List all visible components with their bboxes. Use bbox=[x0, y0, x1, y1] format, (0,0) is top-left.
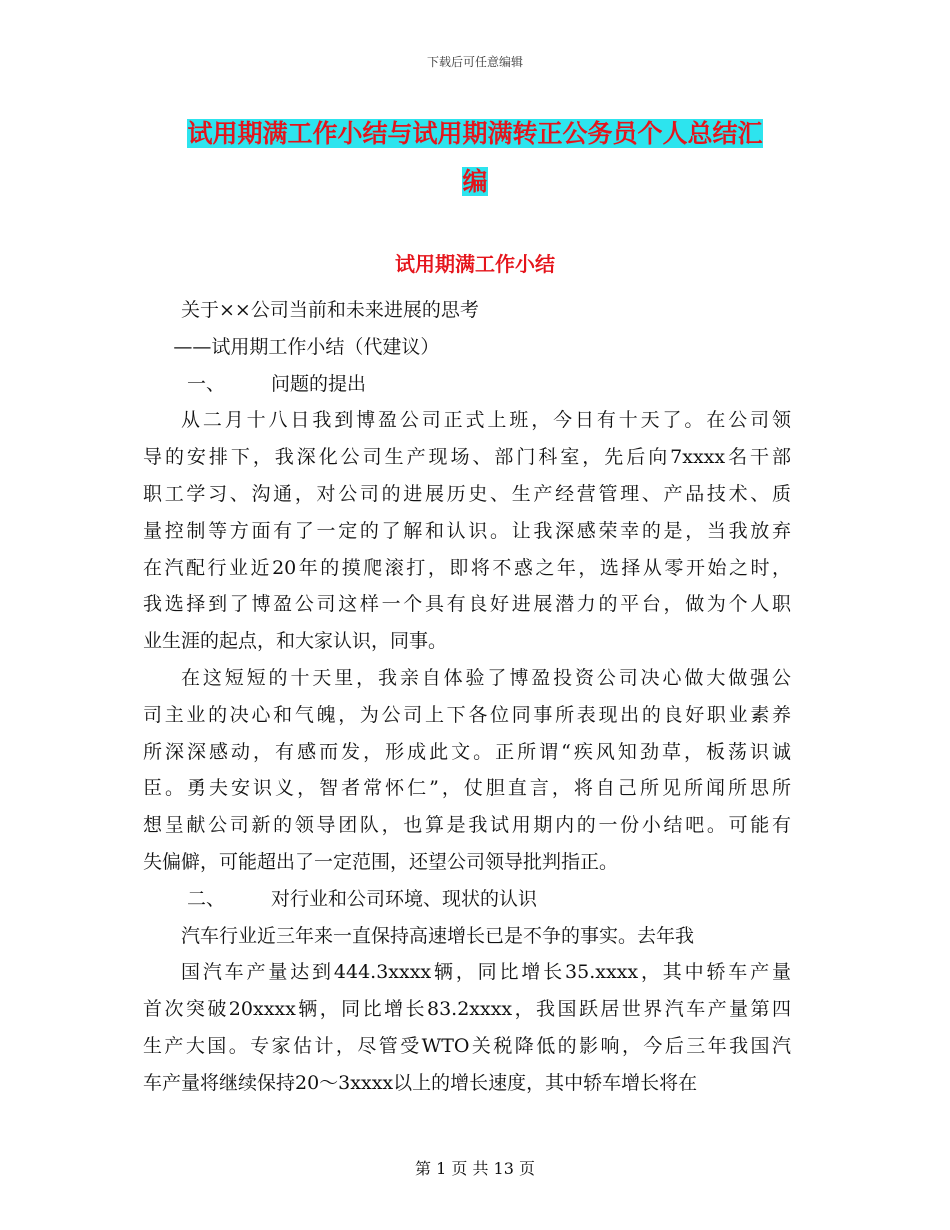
paragraph-line: 车产量将继续保持20～3xxxx以上的增长速度，其中轿车增长将在 bbox=[143, 1071, 698, 1094]
paragraph-line: 我选择到了博盈公司这样一个具有良好进展潜力的平台，做为个人职 bbox=[143, 593, 791, 616]
section-heading-2-number: 二、 bbox=[187, 887, 226, 910]
paragraph-line: 国汽车产量达到444.3xxxx辆，同比增长35.xxxx，其中轿车产量 bbox=[181, 961, 791, 984]
document-title-line-2: 编 bbox=[462, 167, 488, 196]
page-header-note: 下载后可任意编辑 bbox=[426, 55, 523, 69]
subject-line: 关于××公司当前和未来进展的思考 bbox=[181, 299, 479, 321]
paragraph-line: 在这短短的十天里，我亲自体验了博盈投资公司决心做大做强公 bbox=[181, 666, 791, 689]
paragraph-line: 导的安排下，我深化公司生产现场、部门科室，先后向7xxxx名干部 bbox=[143, 446, 791, 469]
paragraph-line: 业生涯的起点，和大家认识，同事。 bbox=[143, 630, 448, 653]
paragraph-line: 职工学习、沟通，对公司的进展历史、生产经营管理、产品技术、质 bbox=[143, 482, 791, 505]
section-heading-2 bbox=[143, 881, 791, 918]
paragraph-line: 首次突破20xxxx辆，同比增长83.2xxxx，我国跃居世界汽车产量第四 bbox=[143, 998, 791, 1021]
paragraph-line: 所深深感动，有感而发，形成此文。正所谓“疾风知劲草，板荡识诚 bbox=[143, 740, 791, 763]
paragraph-line: 从二月十八日我到博盈公司正式上班，今日有十天了。在公司领 bbox=[181, 409, 791, 432]
document-title bbox=[140, 110, 810, 206]
subtitle-line: ——试用期工作小结（代建议） bbox=[173, 335, 440, 358]
paragraph-line: 汽车行业近三年来一直保持高速增长已是不争的事实。去年我 bbox=[181, 924, 695, 947]
section-heading-1-number: 一、 bbox=[187, 372, 226, 395]
paragraph-line: 臣。勇夫安识义，智者常怀仁”，仗胆直言，将自己所见所闻所思所 bbox=[143, 777, 791, 800]
paragraph-line: 生产大国。专家估计，尽管受WTO关税降低的影响，今后三年我国汽 bbox=[143, 1034, 791, 1057]
section-heading-1-text: 问题的提出 bbox=[271, 372, 367, 395]
paragraph-line: 失偏僻，可能超出了一定范围，还望公司领导批判指正。 bbox=[143, 850, 619, 873]
document-title-line-1: 试用期满工作小结与试用期满转正公务员个人总结汇 bbox=[187, 119, 763, 148]
paragraph-line: 量控制等方面有了一定的了解和认识。让我深感荣幸的是，当我放弃 bbox=[143, 519, 791, 542]
page-number-footer: 第 1 页 共 13 页 bbox=[415, 1159, 535, 1178]
section-heading-1 bbox=[143, 366, 791, 403]
paragraph-line: 司主业的决心和气魄，为公司上下各位同事所表现出的良好职业素养 bbox=[143, 703, 791, 726]
paragraph-line: 想呈献公司新的领导团队，也算是我试用期内的一份小结吧。可能有 bbox=[143, 814, 791, 837]
section-heading-2-text: 对行业和公司环境、现状的认识 bbox=[271, 887, 538, 910]
section-title: 试用期满工作小结 bbox=[395, 252, 555, 276]
document-body bbox=[143, 292, 791, 1102]
paragraph-line: 在汽配行业近20年的摸爬滚打，即将不惑之年，选择从零开始之时， bbox=[143, 556, 791, 579]
